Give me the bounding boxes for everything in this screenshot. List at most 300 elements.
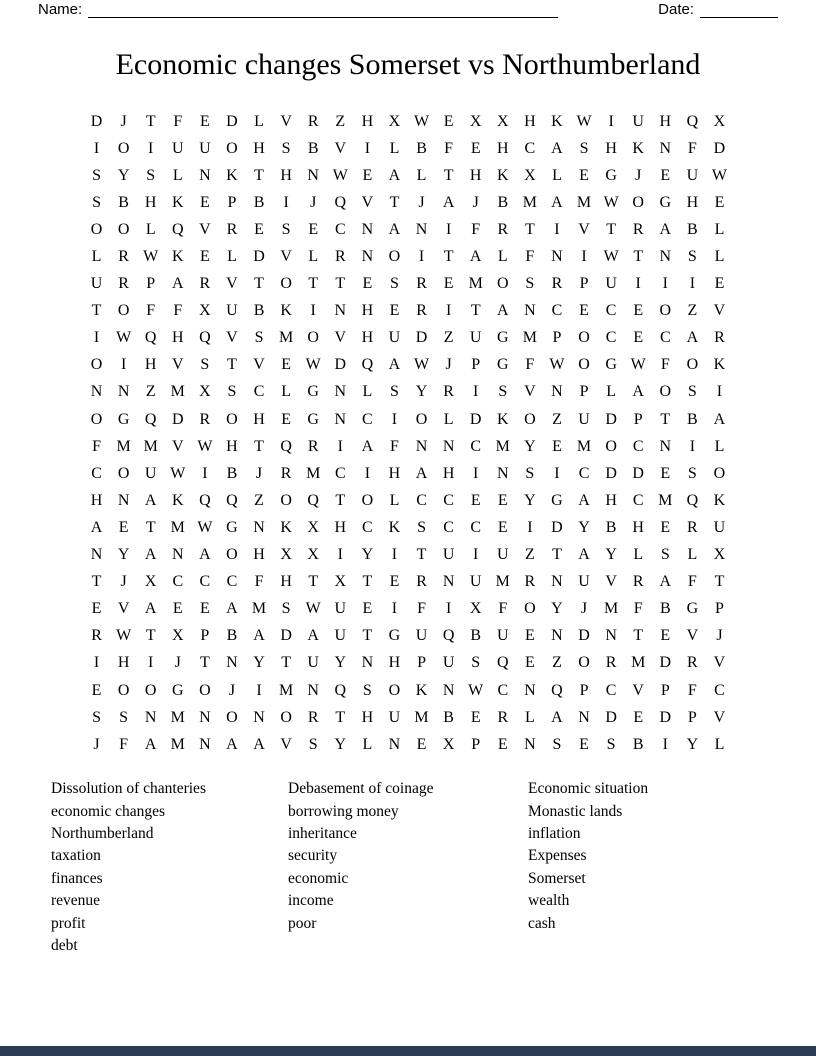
grid-letter: W (576, 112, 592, 130)
grid-letter: E (633, 302, 644, 320)
grid-letter: U (605, 275, 617, 293)
grid-letter: E (281, 356, 291, 374)
grid-letter: U (497, 546, 509, 564)
grid-letter: R (714, 329, 725, 347)
grid-letter: T (91, 302, 102, 320)
grid-letter: V (117, 600, 130, 618)
grid-letter: T (308, 573, 319, 591)
grid-letter: P (579, 681, 589, 699)
grid-letter: Y (334, 654, 347, 672)
grid-letter: V (605, 573, 617, 591)
grid-letter: N (551, 573, 563, 591)
grid-letter: O (280, 708, 292, 726)
header-row (38, 0, 778, 18)
grid-letter: G (117, 410, 130, 428)
grid-letter: A (144, 546, 157, 564)
grid-letter: I (93, 329, 100, 347)
grid-letter: T (606, 220, 616, 238)
grid-letter: N (524, 681, 536, 699)
grid-letter: N (117, 383, 130, 401)
grid-letter: I (93, 139, 100, 157)
grid-letter: I (473, 464, 479, 482)
grid-letter: Z (145, 383, 156, 401)
grid-letter: V (713, 708, 726, 726)
grid-letter: T (389, 193, 400, 211)
grid-letter: L (443, 410, 454, 428)
grid-letter: C (470, 437, 482, 455)
grid-letter: C (443, 518, 454, 536)
grid-letter: Z (552, 410, 562, 428)
grid-letter: E (118, 518, 129, 536)
grid-letter: M (604, 600, 619, 618)
grid-letter: E (281, 410, 291, 428)
grid-letter: R (443, 383, 454, 401)
grid-letter: K (172, 193, 184, 211)
grid-letter: Y (524, 437, 536, 455)
word-item: security (288, 847, 338, 865)
grid-letter: Q (551, 681, 563, 699)
grid-letter: V (172, 437, 184, 455)
grid-letter: C (524, 139, 536, 157)
grid-letter: W (603, 193, 619, 211)
grid-letter: C (199, 573, 211, 591)
grid-letter: O (605, 437, 617, 455)
word-item: Dissolution of chanteries (51, 780, 206, 798)
grid-letter: B (416, 139, 427, 157)
grid-letter: O (117, 681, 130, 699)
grid-letter: E (362, 600, 373, 618)
word-item: finances (51, 869, 103, 887)
grid-letter: O (90, 356, 103, 374)
grid-letter: X (442, 735, 455, 753)
grid-letter: X (469, 112, 482, 130)
grid-letter: H (361, 708, 374, 726)
grid-letter: S (417, 518, 426, 536)
grid-letter: B (253, 193, 265, 211)
grid-letter: R (497, 708, 509, 726)
grid-letter: U (578, 410, 590, 428)
grid-letter: V (172, 356, 184, 374)
grid-letter: K (713, 356, 726, 374)
grid-letter: I (148, 139, 154, 157)
word-item: economic (288, 869, 349, 887)
word-item: taxation (51, 847, 101, 865)
grid-letter: T (281, 654, 291, 672)
grid-letter: L (714, 437, 725, 455)
grid-letter: H (280, 573, 292, 591)
grid-letter: F (660, 356, 670, 374)
grid-letter: M (116, 437, 131, 455)
grid-letter: K (280, 302, 292, 320)
grid-letter: O (524, 410, 536, 428)
word-item: borrowing money (288, 802, 399, 820)
grid-letter: Y (117, 546, 130, 564)
grid-letter: R (118, 275, 129, 293)
grid-letter: O (307, 329, 319, 347)
grid-letter: Y (605, 546, 617, 564)
grid-letter: Q (199, 329, 211, 347)
grid-letter: F (390, 437, 399, 455)
grid-letter: E (91, 681, 102, 699)
grid-letter: P (146, 275, 156, 293)
grid-letter: L (714, 248, 725, 266)
grid-letter: H (90, 491, 103, 509)
grid-letter: Y (415, 383, 428, 401)
grid-letter: N (199, 708, 211, 726)
grid-letter: D (226, 112, 238, 130)
grid-letter: D (415, 329, 428, 347)
grid-letter: S (362, 681, 372, 699)
grid-letter: P (687, 708, 697, 726)
grid-letter: S (281, 139, 291, 157)
grid-letter: J (635, 166, 642, 184)
grid-letter: A (144, 600, 157, 618)
grid-letter: W (630, 356, 646, 374)
grid-letter: R (226, 220, 238, 238)
grid-letter: I (554, 220, 560, 238)
grid-letter: Q (144, 329, 157, 347)
grid-letter: T (633, 248, 644, 266)
grid-letter: U (388, 329, 401, 347)
grid-letter: A (659, 220, 672, 238)
date-field (658, 1, 778, 18)
grid-letter: U (686, 166, 699, 184)
grid-letter: U (415, 627, 428, 645)
grid-letter: V (226, 275, 238, 293)
grid-letter: R (334, 248, 346, 266)
grid-letter: K (172, 248, 184, 266)
grid-letter: L (308, 248, 319, 266)
grid-letter: F (687, 681, 697, 699)
grid-letter: M (658, 491, 673, 509)
word-column (51, 778, 288, 957)
grid-letter: F (254, 573, 264, 591)
grid-letter: F (687, 573, 697, 591)
grid-letter: S (471, 654, 481, 672)
grid-letter: T (443, 166, 454, 184)
grid-letter: G (605, 166, 617, 184)
grid-letter: S (308, 735, 318, 753)
grid-letter: E (416, 735, 427, 753)
grid-letter: X (497, 112, 509, 130)
grid-letter: N (551, 627, 563, 645)
grid-letter: E (660, 464, 671, 482)
grid-letter: S (687, 464, 697, 482)
grid-letter: D (551, 518, 563, 536)
grid-letter: G (307, 383, 319, 401)
grid-letter: M (143, 437, 158, 455)
grid-letter: O (524, 600, 536, 618)
grid-letter: S (281, 600, 291, 618)
grid-letter: G (388, 627, 401, 645)
grid-letter: D (713, 139, 726, 157)
grid-letter: A (469, 248, 482, 266)
grid-letter: N (253, 518, 265, 536)
grid-letter: O (280, 275, 292, 293)
grid-letter: E (470, 708, 481, 726)
grid-letter: D (253, 248, 265, 266)
grid-letter: E (524, 627, 535, 645)
grid-letter: S (227, 383, 237, 401)
grid-letter: R (632, 573, 644, 591)
grid-letter: H (172, 329, 184, 347)
grid-letter: G (172, 681, 184, 699)
grid-letter: M (251, 600, 267, 618)
grid-letter: C (253, 383, 265, 401)
grid-letter: F (471, 220, 481, 238)
grid-letter: B (226, 464, 238, 482)
grid-letter: U (713, 518, 726, 536)
grid-letter: N (307, 166, 319, 184)
grid-letter: N (334, 302, 347, 320)
grid-letter: P (579, 275, 589, 293)
grid-letter: W (116, 627, 132, 645)
grid-letter: N (226, 654, 238, 672)
grid-letter: E (254, 220, 264, 238)
grid-letter: I (473, 383, 479, 401)
grid-letter: B (687, 410, 698, 428)
grid-letter: K (497, 166, 509, 184)
grid-letter: D (605, 464, 617, 482)
grid-letter: V (334, 139, 347, 157)
grid-letter: A (144, 735, 157, 753)
grid-letter: U (469, 573, 482, 591)
grid-letter: N (659, 248, 672, 266)
grid-letter: S (92, 193, 101, 211)
grid-letter: T (199, 654, 210, 672)
grid-letter: R (91, 627, 102, 645)
grid-letter: B (253, 302, 265, 320)
grid-letter: T (552, 546, 562, 564)
grid-letter: T (714, 573, 725, 591)
grid-letter: H (605, 139, 617, 157)
grid-letter: E (660, 166, 671, 184)
grid-letter: I (662, 735, 668, 753)
grid-letter: A (578, 546, 590, 564)
grid-letter: O (659, 383, 672, 401)
grid-letter: E (714, 193, 725, 211)
grid-letter: A (388, 166, 401, 184)
grid-letter: I (445, 302, 452, 320)
grid-letter: Q (144, 410, 157, 428)
grid-letter: S (390, 383, 399, 401)
grid-letter: Z (254, 491, 264, 509)
grid-letter: X (469, 600, 482, 618)
grid-letter: U (90, 275, 103, 293)
grid-letter: A (388, 356, 401, 374)
date-blank-line[interactable] (700, 4, 778, 18)
grid-letter: I (337, 546, 343, 564)
grid-letter: I (689, 275, 696, 293)
grid-letter: F (92, 437, 101, 455)
grid-letter: Z (443, 329, 454, 347)
grid-letter: H (144, 356, 157, 374)
grid-letter: U (226, 302, 238, 320)
grid-letter: U (334, 627, 347, 645)
word-item: Northumberland (51, 825, 154, 843)
grid-letter: V (578, 220, 590, 238)
grid-letter: S (606, 735, 616, 753)
grid-letter: W (468, 681, 484, 699)
word-column (288, 778, 528, 957)
grid-letter: X (713, 546, 726, 564)
grid-letter: T (633, 627, 644, 645)
grid-letter: M (414, 708, 429, 726)
grid-letter: N (172, 546, 184, 564)
grid-letter: H (361, 329, 374, 347)
grid-letter: P (200, 627, 210, 645)
grid-letter: S (552, 735, 562, 753)
grid-letter: F (687, 139, 697, 157)
grid-letter: L (254, 112, 264, 130)
word-item: economic changes (51, 802, 166, 820)
grid-letter: J (255, 464, 263, 482)
grid-letter: I (554, 464, 560, 482)
grid-letter: S (92, 166, 101, 184)
grid-letter: Y (253, 654, 265, 672)
grid-letter: W (305, 600, 321, 618)
word-item: wealth (528, 892, 570, 910)
wordsearch-grid[interactable] (83, 108, 733, 758)
grid-letter: H (686, 193, 699, 211)
grid-letter: M (170, 708, 185, 726)
grid-letter: U (334, 600, 347, 618)
grid-letter: S (390, 275, 399, 293)
grid-letter: D (632, 464, 644, 482)
grid-letter: P (579, 383, 589, 401)
grid-letter: I (608, 112, 614, 130)
grid-letter: L (389, 139, 400, 157)
grid-letter: R (497, 220, 509, 238)
grid-letter: R (551, 275, 563, 293)
grid-letter: U (442, 654, 455, 672)
grid-letter: N (524, 302, 536, 320)
grid-letter: R (199, 410, 211, 428)
grid-letter: V (713, 302, 726, 320)
grid-letter: O (117, 302, 130, 320)
grid-letter: U (144, 464, 157, 482)
grid-letter: R (307, 437, 319, 455)
grid-letter: A (551, 139, 563, 157)
grid-letter: H (117, 654, 130, 672)
grid-letter: N (388, 735, 401, 753)
name-label: Name: (38, 1, 83, 18)
grid-letter: R (687, 654, 698, 672)
grid-letter: D (659, 654, 672, 672)
grid-letter: O (226, 546, 238, 564)
grid-letter: X (307, 546, 319, 564)
grid-letter: W (413, 112, 430, 130)
grid-letter: J (580, 600, 588, 618)
grid-letter: A (226, 735, 238, 753)
grid-letter: K (713, 491, 726, 509)
grid-letter: R (632, 220, 644, 238)
grid-letter: F (525, 248, 535, 266)
grid-letter: I (148, 654, 154, 672)
grid-letter: H (497, 139, 509, 157)
grid-letter: M (522, 193, 537, 211)
grid-letter: D (334, 356, 347, 374)
grid-letter: K (551, 112, 563, 130)
word-item: income (288, 892, 334, 910)
grid-letter: C (632, 437, 644, 455)
grid-letter: A (659, 573, 672, 591)
grid-letter: A (253, 627, 265, 645)
grid-letter: E (660, 518, 671, 536)
grid-letter: M (468, 275, 483, 293)
grid-letter: H (632, 518, 644, 536)
grid-letter: G (659, 193, 672, 211)
grid-letter: E (199, 193, 210, 211)
word-item: cash (528, 914, 556, 932)
grid-letter: E (443, 112, 454, 130)
grid-letter: V (334, 329, 347, 347)
grid-letter: A (361, 437, 374, 455)
grid-letter: I (689, 437, 696, 455)
grid-letter: T (443, 248, 454, 266)
grid-letter: H (334, 518, 347, 536)
grid-letter: X (524, 166, 536, 184)
grid-letter: O (578, 329, 590, 347)
grid-letter: A (199, 546, 211, 564)
grid-letter: V (280, 112, 292, 130)
grid-letter: N (659, 139, 672, 157)
grid-letter: J (716, 627, 723, 645)
grid-letter: A (551, 708, 563, 726)
grid-letter: V (226, 329, 238, 347)
name-blank-line[interactable] (88, 4, 558, 18)
grid-letter: Y (117, 166, 130, 184)
grid-letter: K (226, 166, 238, 184)
grid-letter: N (442, 573, 455, 591)
grid-letter: N (334, 383, 347, 401)
grid-letter: X (334, 573, 347, 591)
grid-letter: I (256, 681, 262, 699)
grid-letter: H (144, 193, 157, 211)
grid-letter: B (659, 600, 671, 618)
grid-letter: L (389, 491, 400, 509)
grid-letter: L (91, 248, 102, 266)
grid-letter: I (337, 437, 343, 455)
grid-letter: T (145, 112, 156, 130)
grid-letter: I (202, 464, 208, 482)
grid-letter: J (120, 573, 127, 591)
grid-letter: H (226, 437, 238, 455)
grid-letter: X (307, 518, 319, 536)
grid-letter: S (200, 356, 210, 374)
grid-letter: C (334, 220, 346, 238)
grid-letter: W (197, 437, 213, 455)
grid-letter: M (306, 464, 321, 482)
grid-letter: O (280, 491, 292, 509)
grid-letter: E (308, 220, 319, 238)
grid-letter: S (660, 546, 670, 564)
grid-letter: V (361, 193, 374, 211)
grid-letter: S (281, 220, 291, 238)
grid-letter: J (228, 681, 236, 699)
grid-letter: H (524, 112, 536, 130)
grid-letter: C (578, 464, 590, 482)
grid-letter: O (226, 139, 238, 157)
grid-letter: B (687, 220, 698, 238)
grid-letter: E (470, 139, 481, 157)
grid-letter: H (469, 166, 482, 184)
grid-letter: B (632, 735, 644, 753)
grid-letter: Z (524, 546, 535, 564)
grid-letter: Q (226, 491, 238, 509)
grid-letter: C (632, 491, 644, 509)
grid-letter: N (524, 735, 536, 753)
